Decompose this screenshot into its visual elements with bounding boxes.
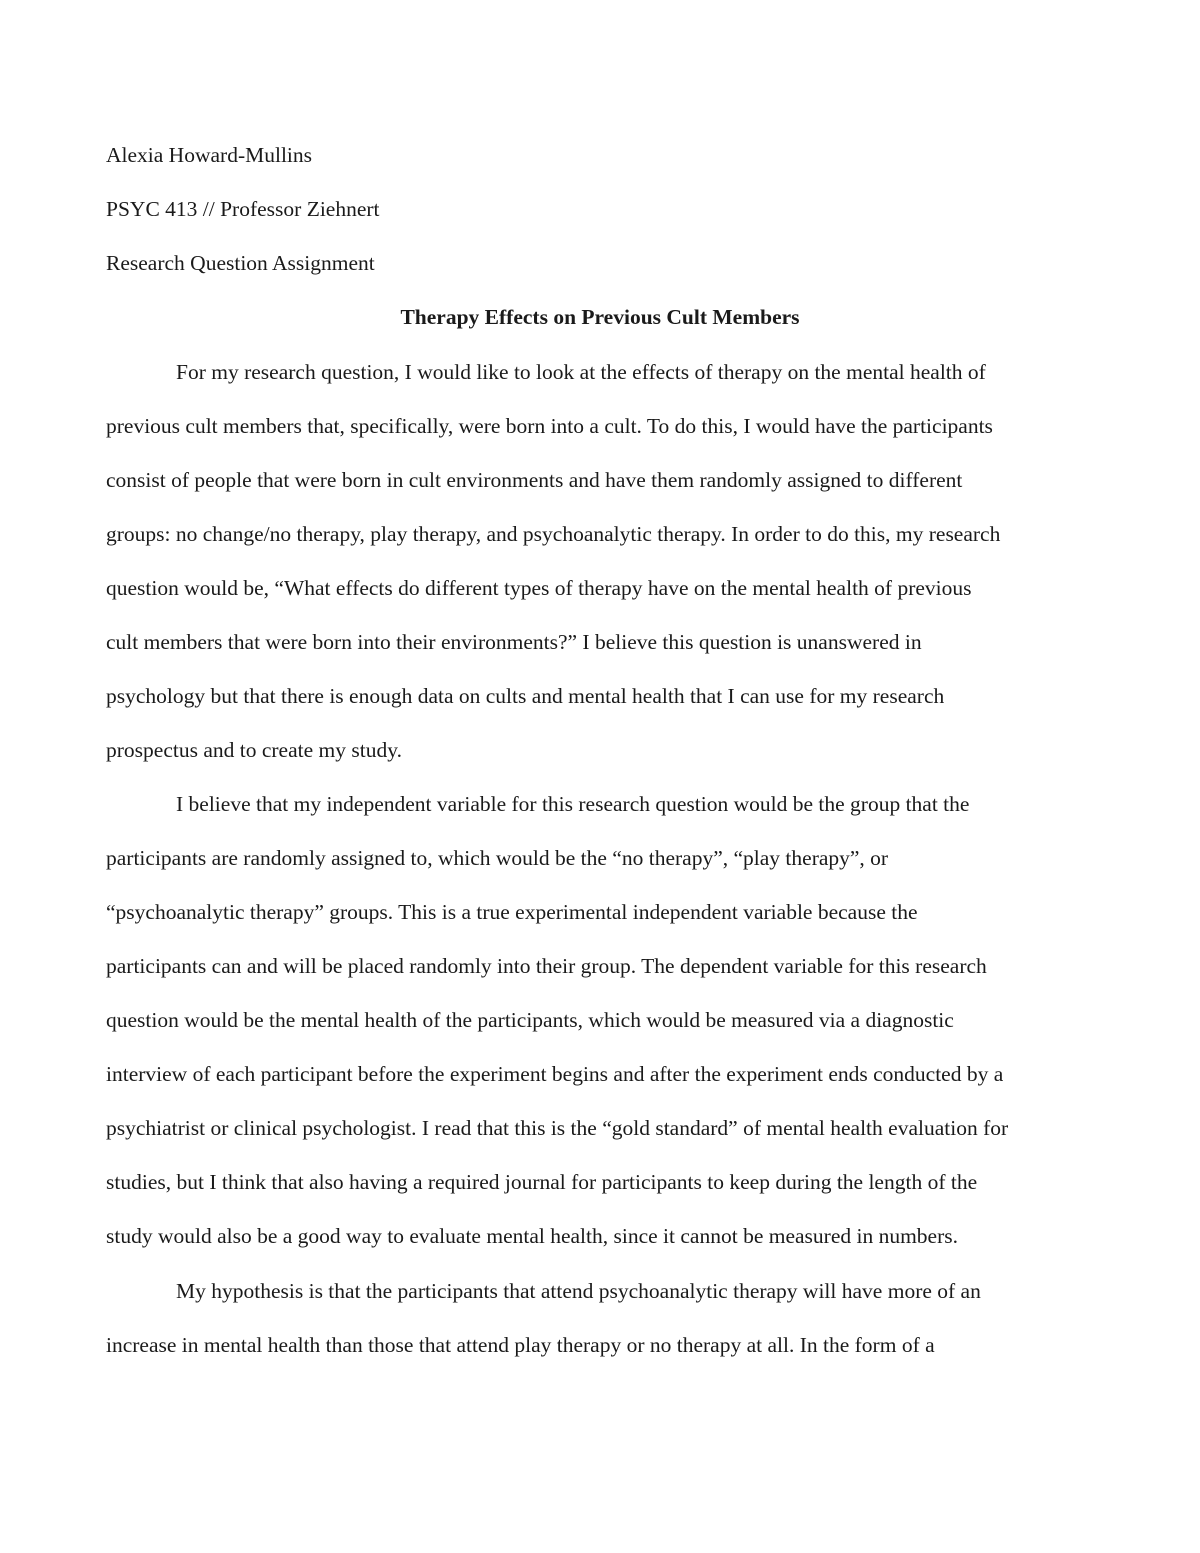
paragraph-line: “psychoanalytic therapy” groups. This is a true experimental independent variable because the [106,900,918,924]
paragraph-line: participants are randomly assigned to, which would be the “no therapy”, “play therapy”, or [106,846,889,870]
paragraph-line: participants can and will be placed randomly into their group. The dependent variable for this research [106,954,987,978]
author-name: Alexia Howard-Mullins [106,143,313,167]
paragraph-line: psychiatrist or clinical psychologist. I read that this is the “gold standard” of mental health evaluation for [106,1116,1009,1140]
paragraph-line: cult members that were born into their environments?” I believe this question is unanswered in [106,630,922,654]
document-title: Therapy Effects on Previous Cult Members [400,305,800,329]
paragraph-line: For my research question, I would like to look at the effects of therapy on the mental health of [176,360,986,384]
course-info: PSYC 413 // Professor Ziehnert [106,197,380,221]
paragraph-line: prospectus and to create my study. [106,738,402,762]
paragraph-line: question would be, “What effects do different types of therapy have on the mental health of previous [106,576,972,600]
paragraph-line: study would also be a good way to evaluate mental health, since it cannot be measured in numbers. [106,1224,959,1248]
paragraph-line: I believe that my independent variable for this research question would be the group that the [176,792,970,816]
paragraph-line: My hypothesis is that the participants that attend psychoanalytic therapy will have more of an [176,1279,981,1303]
paragraph-line: groups: no change/no therapy, play therapy, and psychoanalytic therapy. In order to do this, my research [106,522,1001,546]
paragraph-line: studies, but I think that also having a required journal for participants to keep during the length of the [106,1170,978,1194]
paragraph-line: interview of each participant before the experiment begins and after the experiment ends conducted by a [106,1062,1004,1086]
paragraph-line: consist of people that were born in cult environments and have them randomly assigned to different [106,468,963,492]
paragraph-line: question would be the mental health of the participants, which would be measured via a diagnostic [106,1008,954,1032]
paragraph-line: increase in mental health than those that attend play therapy or no therapy at all. In the form of a [106,1333,935,1357]
assignment-name: Research Question Assignment [106,251,375,275]
paragraph-line: previous cult members that, specifically, were born into a cult. To do this, I would have the participants [106,414,993,438]
paragraph-line: psychology but that there is enough data on cults and mental health that I can use for my research [106,684,945,708]
